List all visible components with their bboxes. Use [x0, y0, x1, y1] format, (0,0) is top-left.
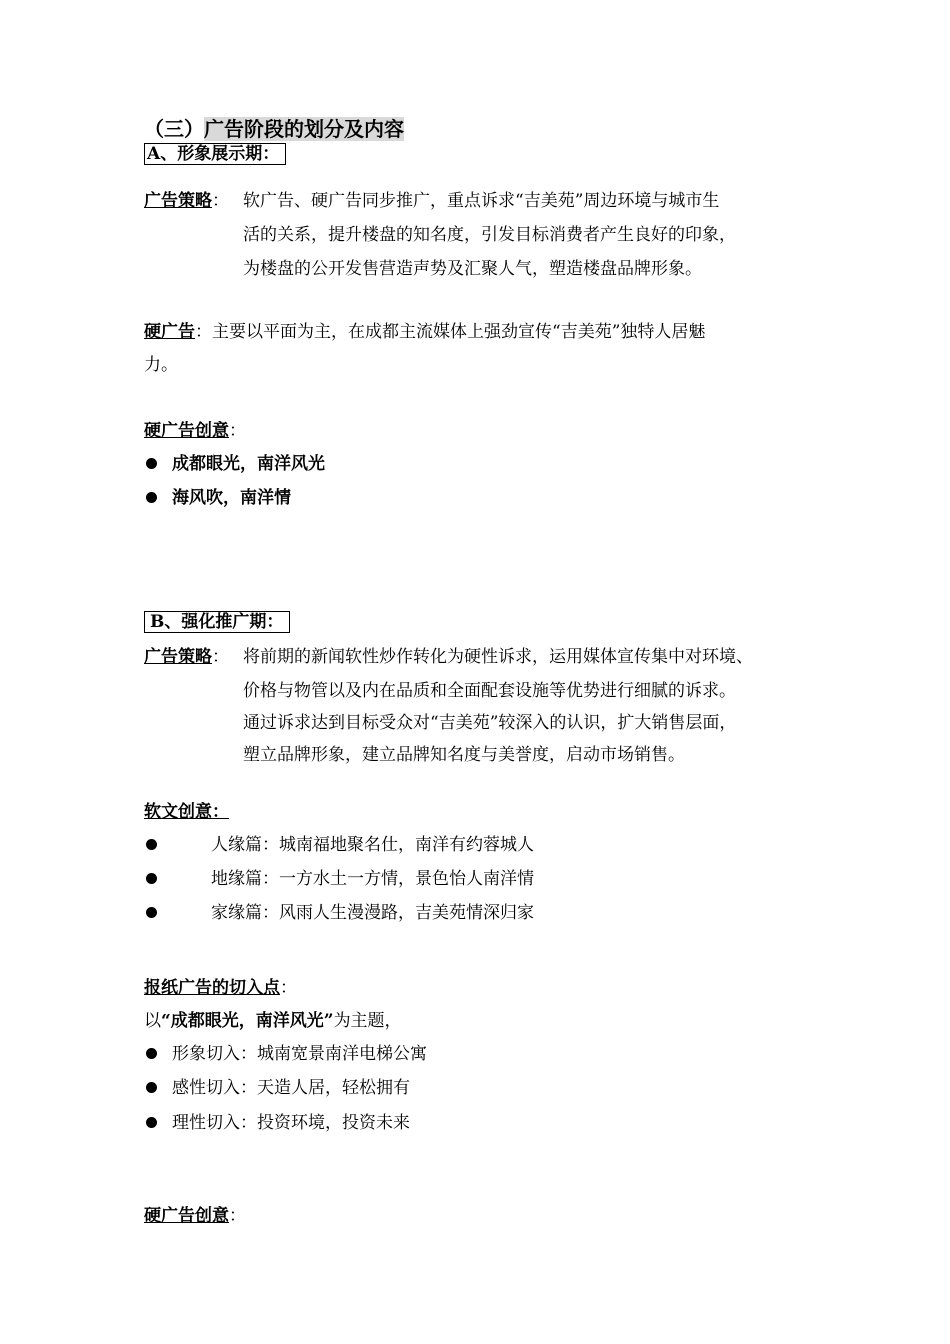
phase-b-creative-heading: [144, 1204, 246, 1228]
bullet-icon: [146, 492, 157, 503]
phase-a-hard-ad-colon: ：: [195, 322, 212, 342]
phase-b-strategy-label-line: [144, 645, 229, 669]
bullet-icon: [146, 1082, 157, 1093]
phase-a-strategy-line-2: 活的关系，提升楼盘的知名度，引发目标消费者产生良好的印象，: [243, 225, 736, 245]
bullet-icon: [146, 1048, 157, 1059]
phase-b-soft-item-1: 人缘篇：城南福地聚名仕，南洋有约蓉城人: [211, 835, 534, 855]
phase-a-creative-heading-text: 硬广告创意: [144, 421, 229, 441]
phase-a-heading: A、形象展示期：: [144, 143, 286, 165]
phase-a-creative-heading: [144, 419, 246, 443]
phase-b-strategy-line-3: 通过诉求达到目标受众对“吉美苑”较深入的认识，扩大销售层面，: [243, 713, 737, 733]
phase-b-entry-point-3: 理性切入：投资环境，投资未来: [172, 1113, 410, 1133]
phase-b-soft-heading: 软文创意：: [144, 802, 229, 822]
phase-b-theme-bold: “成都眼光，南洋风光”: [161, 1011, 334, 1031]
section-title-prefix: （三）: [144, 117, 204, 141]
section-title-text: 广告阶段的划分及内容: [204, 117, 404, 141]
phase-b-strategy-colon: ：: [212, 647, 229, 667]
bullet-icon: [146, 458, 157, 469]
phase-a-hard-ad-text-1: 主要以平面为主，在成都主流媒体上强劲宣传“吉美苑”独特人居魅: [212, 322, 706, 342]
phase-b-newspaper-heading-text: 报纸广告的切入点: [144, 978, 280, 998]
phase-b-soft-item-3: 家缘篇：风雨人生漫漫路，吉美苑情深归家: [211, 903, 534, 923]
phase-a-creative-item-1: 成都眼光，南洋风光: [172, 454, 325, 474]
bullet-icon: [146, 907, 157, 918]
section-title: [144, 117, 404, 141]
phase-a-hard-ad-line-2: 力。: [144, 355, 178, 375]
phase-a-creative-item-2: 海风吹，南洋情: [172, 488, 291, 508]
phase-a-strategy-line-3: 为楼盘的公开发售营造声势及汇聚人气，塑造楼盘品牌形象。: [243, 259, 702, 279]
phase-a-strategy-colon: ：: [212, 191, 229, 211]
phase-a-hard-ad-line-1: [144, 320, 705, 344]
bullet-icon: [146, 873, 157, 884]
phase-b-heading: B、强化推广期：: [144, 611, 290, 633]
bullet-icon: [146, 839, 157, 850]
phase-b-entry-point-1: 形象切入：城南宽景南洋电梯公寓: [172, 1044, 427, 1064]
phase-b-strategy-label: 广告策略: [144, 647, 212, 667]
phase-b-strategy-line-1: 将前期的新闻软性炒作转化为硬性诉求，运用媒体宣传集中对环境、: [243, 647, 753, 667]
phase-b-newspaper-heading: [144, 976, 297, 1000]
phase-a-strategy-label: 广告策略: [144, 191, 212, 211]
phase-b-entry-point-2: 感性切入：天造人居，轻松拥有: [172, 1078, 410, 1098]
phase-b-strategy-line-4: 塑立品牌形象，建立品牌知名度与美誉度，启动市场销售。: [243, 745, 685, 765]
phase-b-theme-prefix: 以: [144, 1011, 161, 1031]
phase-a-creative-colon: ：: [229, 421, 246, 441]
phase-b-creative-heading-text: 硬广告创意: [144, 1206, 229, 1226]
phase-b-creative-colon: ：: [229, 1206, 246, 1226]
phase-a-strategy-line-1: 软广告、硬广告同步推广，重点诉求“吉美苑”周边环境与城市生: [243, 191, 720, 211]
phase-b-newspaper-colon: ：: [280, 978, 297, 998]
phase-b-theme-line: [144, 1009, 402, 1033]
phase-b-strategy-line-2: 价格与物管以及内在品质和全面配套设施等优势进行细腻的诉求。: [243, 681, 736, 701]
bullet-icon: [146, 1117, 157, 1128]
phase-a-strategy-label-line: [144, 189, 229, 213]
phase-b-theme-suffix: 为主题，: [333, 1011, 402, 1031]
phase-a-hard-ad-label: 硬广告: [144, 322, 195, 342]
phase-b-soft-item-2: 地缘篇：一方水土一方情，景色怡人南洋情: [211, 869, 534, 889]
